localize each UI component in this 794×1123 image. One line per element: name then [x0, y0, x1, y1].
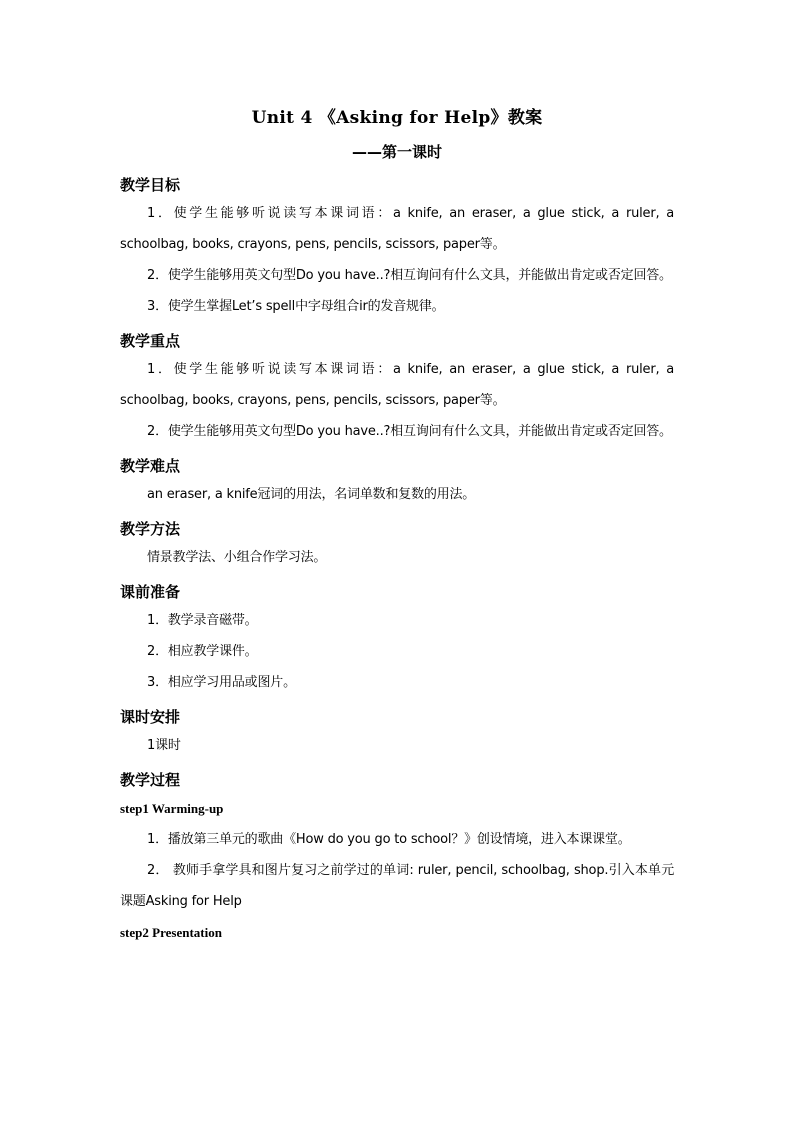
section-heading-preparation: 课前准备	[120, 583, 181, 601]
step1-item-1: 1．播放第三单元的歌曲《How do you go to school？》创设情境，进入本课课堂。	[147, 832, 631, 847]
section-heading-goals: 教学目标	[120, 176, 181, 194]
document-subtitle: ——第一课时	[351, 143, 442, 161]
section-heading-key-points: 教学重点	[120, 332, 181, 350]
step1-label: step1 Warming-up	[120, 801, 224, 816]
goals-item-3: 3．使学生掌握Let’s spell中字母组合ir的发音规律。	[147, 299, 445, 314]
document-title: Unit 4 《Asking for Help》教案	[251, 108, 543, 128]
key-points-item-2: 2．使学生能够用英文句型Do you have..?相互询问有什么文具，并能做出肯定或否定回答。	[147, 424, 672, 439]
step2-label: step2 Presentation	[120, 925, 222, 940]
section-heading-difficulties: 教学难点	[120, 457, 181, 475]
section-heading-schedule: 课时安排	[120, 708, 181, 726]
section-heading-methods: 教学方法	[120, 520, 181, 538]
goals-item-2: 2．使学生能够用英文句型Do you have..?相互询问有什么文具，并能做出肯定或否定回答。	[147, 268, 672, 283]
key-points-item-1: 1．使学生能够听说读写本课词语：a knife, an eraser, a glue stick, a ruler, a schoolbag, books, crayons, pens, pencils, scissors, paper等。	[120, 362, 674, 408]
preparation-item-3: 3．相应学习用品或图片。	[147, 675, 296, 690]
difficulties-text: an eraser, a knife冠词的用法，名词单数和复数的用法。	[147, 487, 476, 502]
methods-text: 情景教学法、小组合作学习法。	[147, 550, 327, 565]
preparation-item-1: 1．教学录音磁带。	[147, 613, 258, 628]
section-heading-process: 教学过程	[120, 771, 181, 789]
preparation-item-2: 2．相应教学课件。	[147, 644, 258, 659]
goals-item-1: 1．使学生能够听说读写本课词语：a knife, an eraser, a glue stick, a ruler, a schoolbag, books, crayons, pens, pencils, scissors, paper等。	[120, 206, 674, 252]
step1-item-2: 2． 教师手拿学具和图片复习之前学过的单词: ruler, pencil, schoolbag, shop.引入本单元课题Asking for Help	[120, 863, 674, 909]
schedule-text: 1课时	[147, 738, 181, 753]
document-content	[120, 104, 674, 948]
